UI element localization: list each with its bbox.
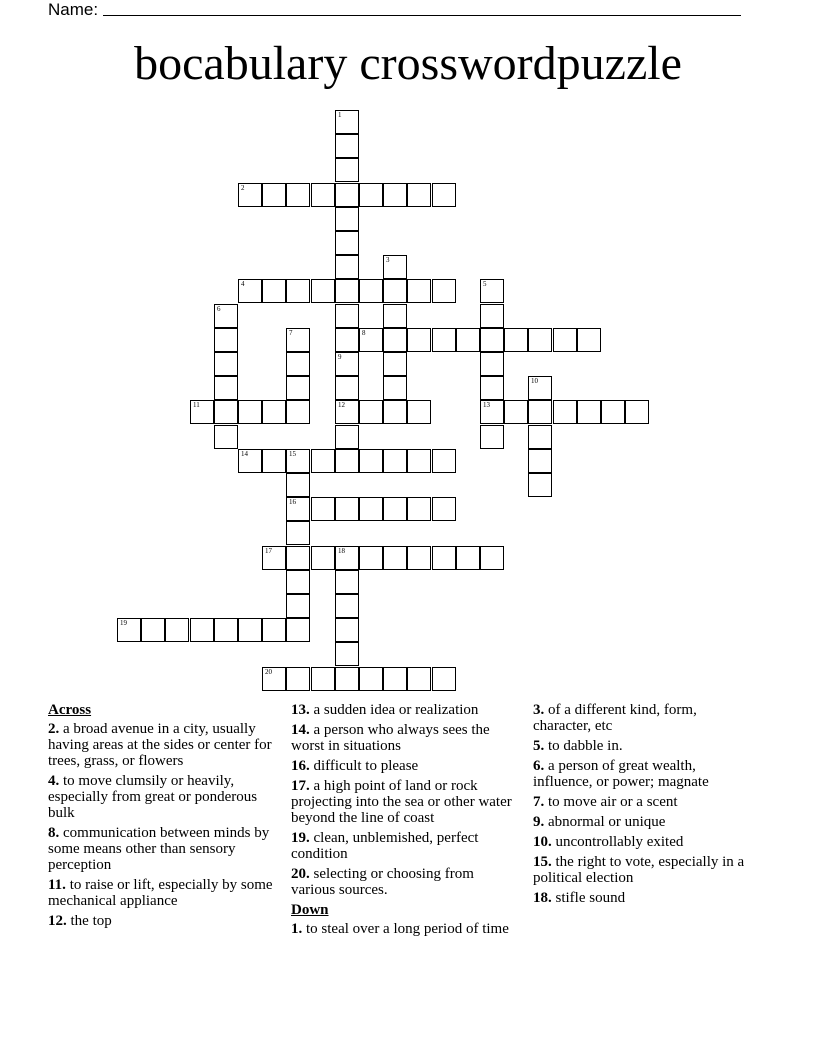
grid-cell[interactable] — [432, 279, 456, 303]
grid-cell[interactable] — [456, 546, 480, 570]
grid-cell[interactable] — [407, 400, 431, 424]
clue-down-10: 10. uncontrollably exited — [533, 834, 684, 850]
clue-across-19: 19. clean, unblemished, perfect condition — [291, 830, 479, 862]
clue-down-3: 3. of a different kind, form, character, etc — [533, 702, 697, 734]
grid-cell[interactable] — [601, 400, 625, 424]
grid-cell[interactable] — [117, 618, 141, 642]
grid-cell[interactable] — [359, 328, 383, 352]
grid-cell[interactable] — [262, 183, 286, 207]
grid-cell[interactable] — [528, 473, 552, 497]
grid-cell[interactable] — [383, 279, 407, 303]
grid-cell[interactable] — [383, 546, 407, 570]
down-heading: Down — [291, 902, 329, 918]
grid-cell[interactable] — [528, 328, 552, 352]
grid-cell[interactable] — [238, 183, 262, 207]
grid-cell[interactable] — [238, 279, 262, 303]
grid-cell[interactable] — [383, 183, 407, 207]
grid-cell[interactable] — [286, 279, 310, 303]
grid-cell[interactable] — [286, 376, 310, 400]
cell-number: 6 — [217, 305, 221, 313]
grid-cell[interactable] — [335, 497, 359, 521]
grid-cell[interactable] — [359, 400, 383, 424]
grid-cell[interactable] — [335, 376, 359, 400]
cell-number: 13 — [483, 401, 490, 409]
grid-cell[interactable] — [480, 425, 504, 449]
name-blank-line[interactable] — [103, 15, 741, 16]
grid-cell[interactable] — [480, 400, 504, 424]
grid-cell[interactable] — [286, 352, 310, 376]
grid-cell[interactable] — [262, 279, 286, 303]
grid-cell[interactable] — [625, 400, 649, 424]
grid-cell[interactable] — [383, 352, 407, 376]
grid-cell[interactable] — [335, 618, 359, 642]
grid-cell[interactable] — [528, 425, 552, 449]
grid-cell[interactable] — [335, 231, 359, 255]
grid-cell[interactable] — [480, 376, 504, 400]
cell-number: 11 — [193, 401, 200, 409]
cell-number: 2 — [241, 184, 245, 192]
cell-number: 16 — [289, 498, 296, 506]
grid-cell[interactable] — [262, 667, 286, 691]
grid-cell[interactable] — [214, 425, 238, 449]
grid-cell[interactable] — [262, 449, 286, 473]
grid-cell[interactable] — [335, 594, 359, 618]
grid-cell[interactable] — [383, 376, 407, 400]
grid-cell[interactable] — [359, 497, 383, 521]
clue-down-15: 15. the right to vote, especially in a political election — [533, 854, 745, 886]
grid-cell[interactable] — [335, 110, 359, 134]
grid-cell[interactable] — [553, 400, 577, 424]
grid-cell[interactable] — [311, 449, 335, 473]
grid-cell[interactable] — [359, 449, 383, 473]
grid-cell[interactable] — [190, 400, 214, 424]
grid-cell[interactable] — [480, 304, 504, 328]
grid-cell[interactable] — [383, 667, 407, 691]
grid-cell[interactable] — [335, 134, 359, 158]
grid-cell[interactable] — [335, 255, 359, 279]
grid-cell[interactable] — [286, 521, 310, 545]
grid-cell[interactable] — [528, 449, 552, 473]
cell-number: 7 — [289, 329, 293, 337]
grid-cell[interactable] — [528, 400, 552, 424]
grid-cell[interactable] — [407, 449, 431, 473]
grid-cell[interactable] — [238, 400, 262, 424]
grid-cell[interactable] — [262, 400, 286, 424]
grid-cell[interactable] — [311, 183, 335, 207]
grid-cell[interactable] — [383, 449, 407, 473]
grid-cell[interactable] — [335, 449, 359, 473]
grid-cell[interactable] — [335, 328, 359, 352]
grid-cell[interactable] — [238, 618, 262, 642]
clue-across-4: 4. to move clumsily or heavily, especially from great or ponderous bulk — [48, 773, 258, 821]
grid-cell[interactable] — [286, 497, 310, 521]
clue-across-20: 20. selecting or choosing from various sources. — [291, 866, 474, 898]
clue-across-12: 12. the top — [48, 913, 112, 929]
grid-cell[interactable] — [214, 328, 238, 352]
cell-number: 20 — [265, 668, 272, 676]
clue-across-13: 13. a sudden idea or realization — [291, 702, 479, 718]
clue-across-11: 11. to raise or lift, especially by some mechanical appliance — [48, 877, 273, 909]
grid-cell[interactable] — [286, 183, 310, 207]
grid-cell[interactable] — [335, 279, 359, 303]
grid-cell[interactable] — [480, 546, 504, 570]
grid-cell[interactable] — [141, 618, 165, 642]
grid-cell[interactable] — [504, 400, 528, 424]
cell-number: 17 — [265, 547, 272, 555]
grid-cell[interactable] — [383, 400, 407, 424]
grid-cell[interactable] — [480, 279, 504, 303]
clue-down-7: 7. to move air or a scent — [533, 794, 678, 810]
grid-cell[interactable] — [214, 618, 238, 642]
grid-cell[interactable] — [553, 328, 577, 352]
clues-column-3 — [533, 702, 755, 910]
grid-cell[interactable] — [286, 400, 310, 424]
grid-cell[interactable] — [504, 328, 528, 352]
cell-number: 4 — [241, 280, 245, 288]
grid-cell[interactable] — [214, 400, 238, 424]
cell-number: 12 — [338, 401, 345, 409]
grid-cell[interactable] — [407, 667, 431, 691]
cell-number: 18 — [338, 547, 345, 555]
grid-cell[interactable] — [262, 618, 286, 642]
grid-cell[interactable] — [359, 667, 383, 691]
clue-down-5: 5. to dabble in. — [533, 738, 623, 754]
grid-cell[interactable] — [335, 400, 359, 424]
cell-number: 8 — [362, 329, 366, 337]
grid-cell[interactable] — [214, 304, 238, 328]
clue-across-16: 16. difficult to please — [291, 758, 419, 774]
grid-cell[interactable] — [165, 618, 189, 642]
grid-cell[interactable] — [407, 279, 431, 303]
grid-cell[interactable] — [214, 352, 238, 376]
grid-cell[interactable] — [335, 570, 359, 594]
grid-cell[interactable] — [359, 546, 383, 570]
cell-number: 9 — [338, 353, 342, 361]
grid-cell[interactable] — [335, 425, 359, 449]
grid-cell[interactable] — [311, 667, 335, 691]
grid-cell[interactable] — [359, 183, 383, 207]
grid-cell[interactable] — [407, 497, 431, 521]
clue-across-14: 14. a person who always sees the worst in situations — [291, 722, 490, 754]
name-label: Name: — [48, 0, 99, 19]
grid-cell[interactable] — [286, 449, 310, 473]
grid-cell[interactable] — [335, 207, 359, 231]
grid-cell[interactable] — [480, 352, 504, 376]
grid-cell[interactable] — [383, 497, 407, 521]
grid-cell[interactable] — [311, 497, 335, 521]
grid-cell[interactable] — [577, 328, 601, 352]
cell-number: 19 — [120, 619, 127, 627]
grid-cell[interactable] — [286, 667, 310, 691]
grid-cell[interactable] — [432, 667, 456, 691]
clue-across-8: 8. communication between minds by some means other than sensory perception — [48, 825, 270, 873]
grid-cell[interactable] — [311, 279, 335, 303]
grid-cell[interactable] — [286, 546, 310, 570]
across-heading: Across — [48, 702, 92, 718]
grid-cell[interactable] — [335, 667, 359, 691]
grid-cell[interactable] — [335, 183, 359, 207]
grid-cell[interactable] — [480, 328, 504, 352]
cell-number: 5 — [483, 280, 487, 288]
grid-cell[interactable] — [383, 328, 407, 352]
clue-down-1: 1. to steal over a long period of time — [291, 921, 509, 937]
cell-number: 15 — [289, 450, 296, 458]
grid-cell[interactable] — [286, 570, 310, 594]
grid-cell[interactable] — [383, 255, 407, 279]
clue-across-2: 2. a broad avenue in a city, usually having areas at the sides or center for trees, grass, or flowers — [48, 721, 272, 769]
cell-number: 10 — [531, 377, 538, 385]
grid-cell[interactable] — [286, 328, 310, 352]
grid-cell[interactable] — [407, 328, 431, 352]
grid-cell[interactable] — [214, 376, 238, 400]
cell-number: 3 — [386, 256, 390, 264]
clue-down-18: 18. stifle sound — [533, 890, 626, 906]
grid-cell[interactable] — [383, 304, 407, 328]
grid-cell[interactable] — [286, 618, 310, 642]
grid-cell[interactable] — [286, 473, 310, 497]
grid-cell[interactable] — [456, 328, 480, 352]
clue-down-6: 6. a person of great wealth, influence, or power; magnate — [533, 758, 709, 790]
grid-cell[interactable] — [528, 376, 552, 400]
clue-down-9: 9. abnormal or unique — [533, 814, 666, 830]
page-title: bocabulary crosswordpuzzle — [134, 37, 682, 90]
grid-cell[interactable] — [335, 642, 359, 666]
clues-column-1 — [48, 702, 276, 933]
grid-cell[interactable] — [432, 497, 456, 521]
grid-cell[interactable] — [335, 304, 359, 328]
grid-cell[interactable] — [335, 352, 359, 376]
grid-cell[interactable] — [407, 183, 431, 207]
cell-number: 14 — [241, 450, 248, 458]
clues-column-2 — [291, 702, 513, 941]
grid-cell[interactable] — [286, 594, 310, 618]
grid-cell[interactable] — [407, 546, 431, 570]
grid-cell[interactable] — [311, 546, 335, 570]
clue-across-17: 17. a high point of land or rock projecting into the sea or other water beyond the line of coast — [291, 778, 512, 826]
grid-cell[interactable] — [432, 546, 456, 570]
grid-cell[interactable] — [335, 546, 359, 570]
grid-cell[interactable] — [335, 158, 359, 182]
grid-cell[interactable] — [577, 400, 601, 424]
grid-cell[interactable] — [432, 183, 456, 207]
cell-number: 1 — [338, 111, 342, 119]
grid-cell[interactable] — [262, 546, 286, 570]
grid-cell[interactable] — [432, 328, 456, 352]
grid-cell[interactable] — [359, 279, 383, 303]
grid-cell[interactable] — [432, 449, 456, 473]
grid-cell[interactable] — [238, 449, 262, 473]
grid-cell[interactable] — [190, 618, 214, 642]
